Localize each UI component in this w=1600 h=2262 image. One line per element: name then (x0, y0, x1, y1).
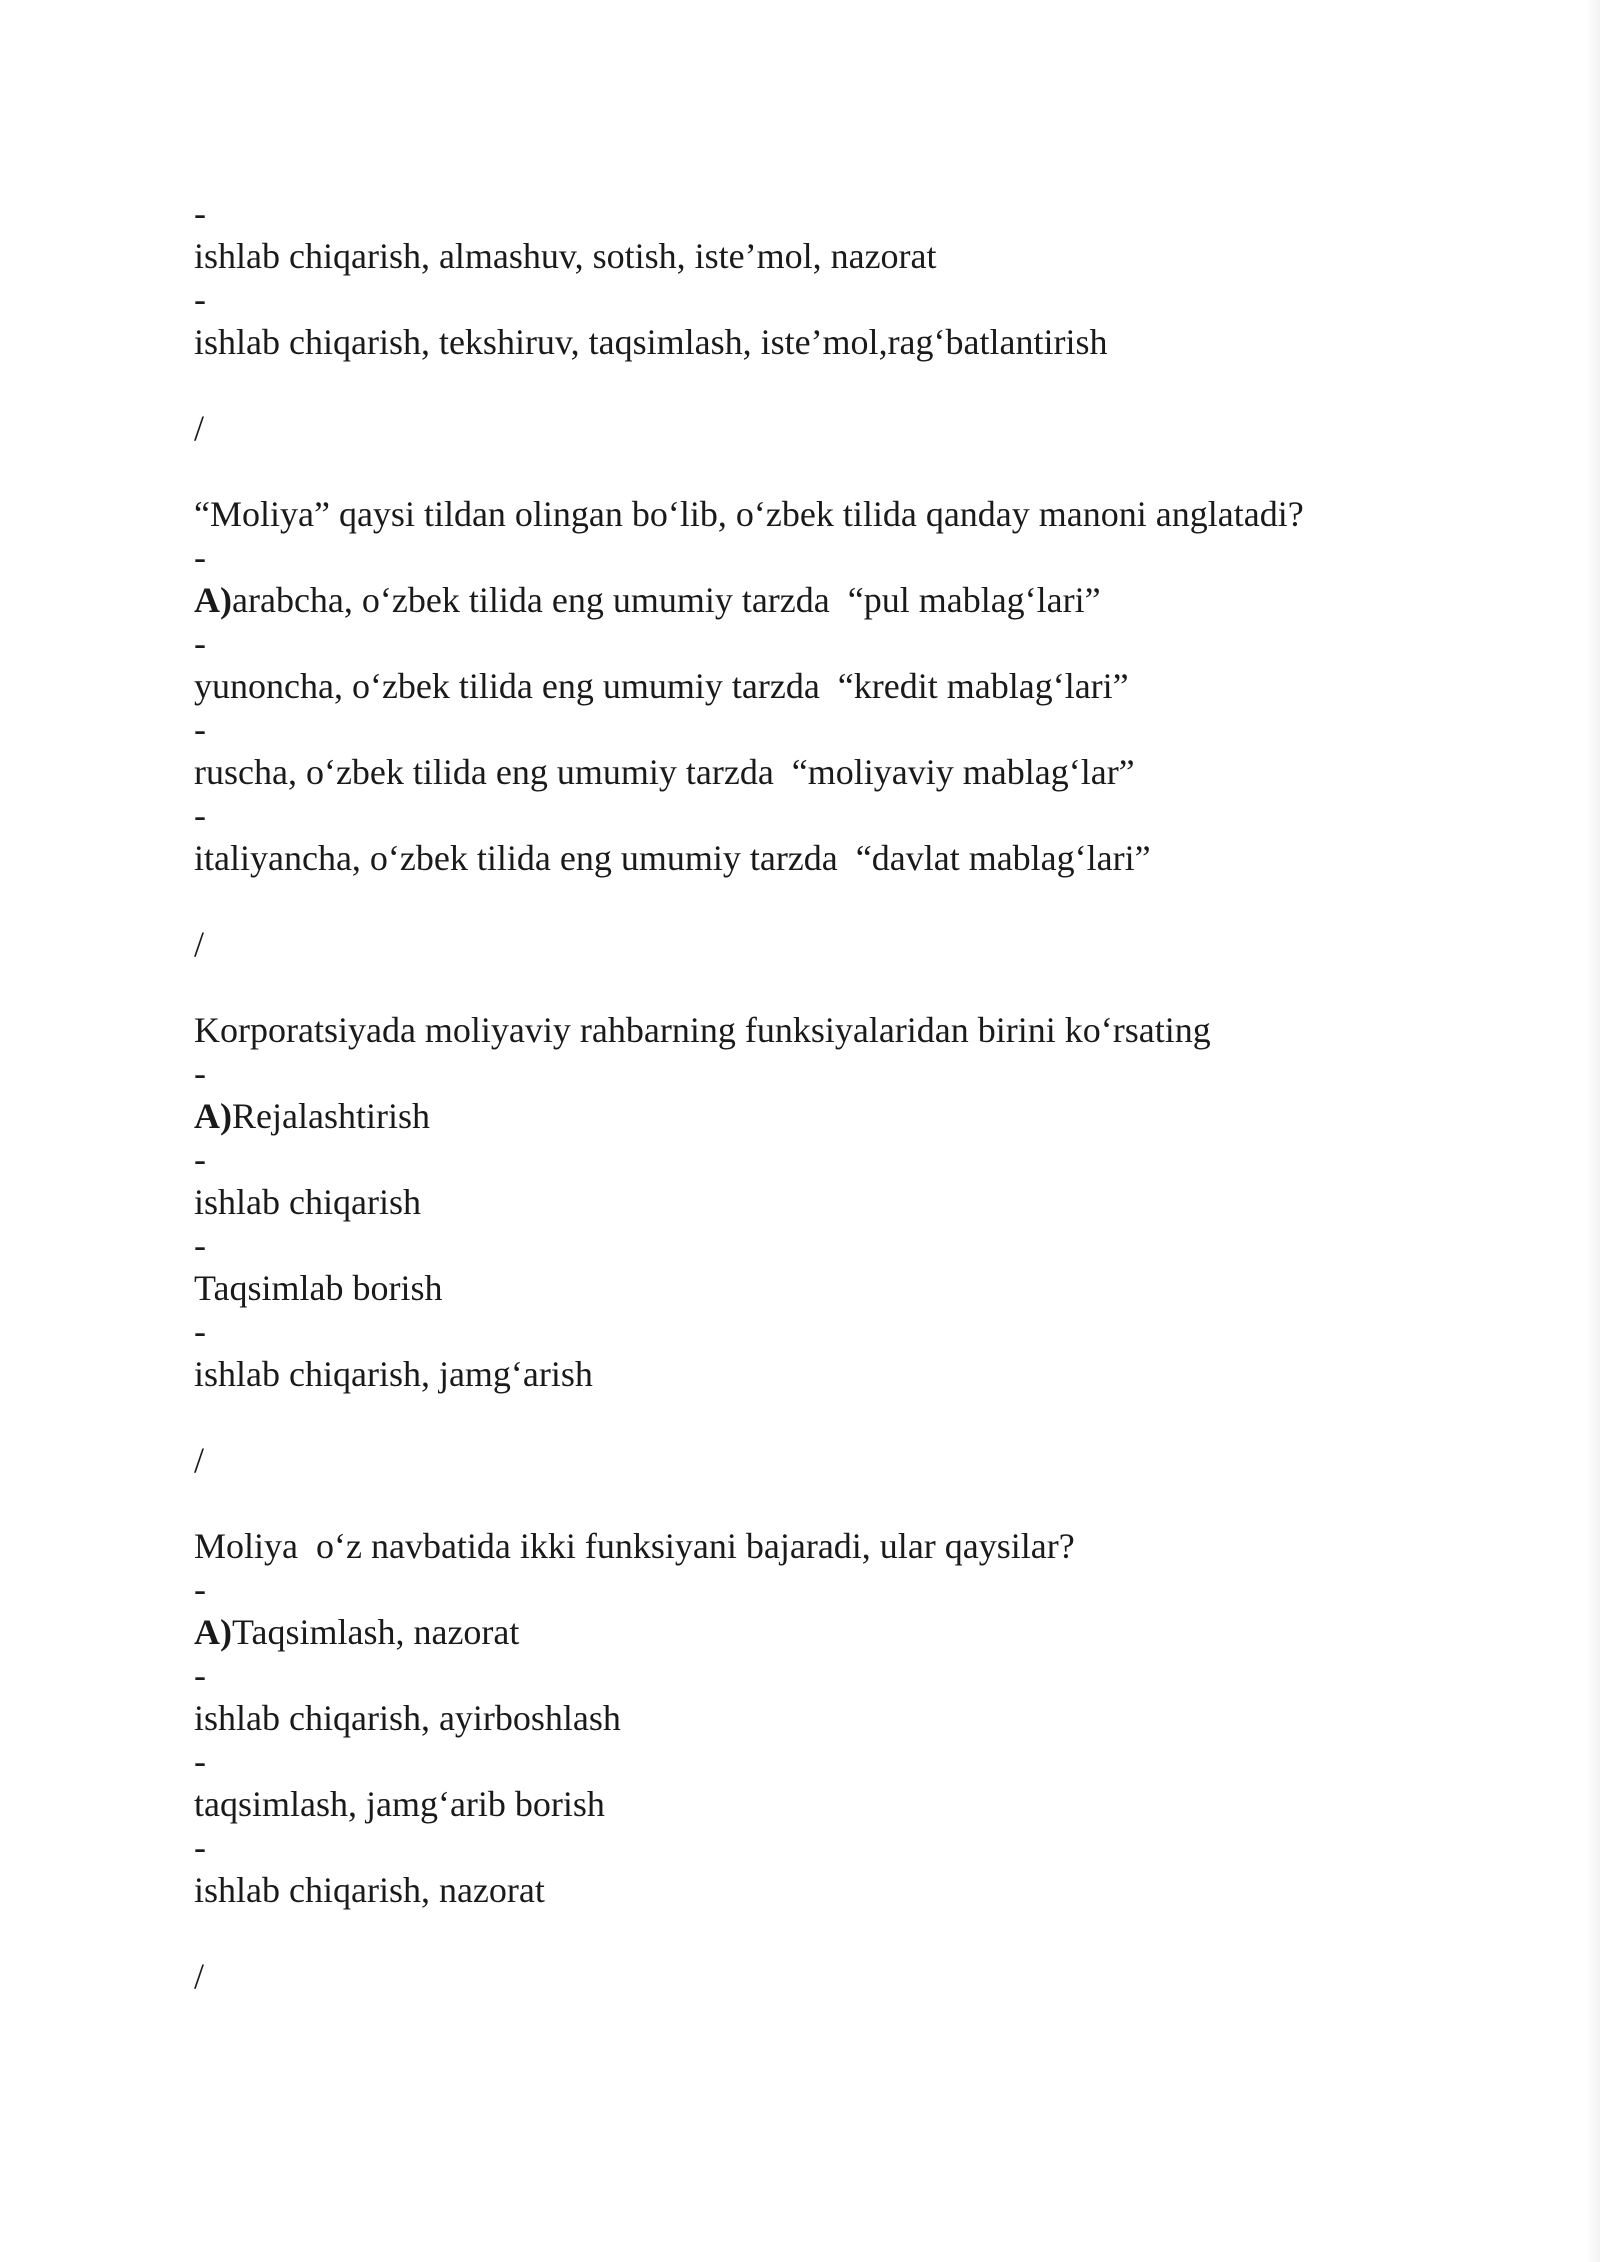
option-text (194, 321, 1474, 364)
page-edge-shadow (1586, 0, 1600, 2262)
answer-label: A) (194, 580, 232, 620)
option-marker: - (194, 1741, 206, 1781)
question-block (194, 1525, 1474, 1912)
option-marker: - (194, 795, 206, 835)
option-marker: - (194, 623, 206, 663)
question-text: “Moliya” qaysi tildan olingan bo‘lib, o‘zbek tilida qanday manoni anglatadi? (194, 494, 1304, 534)
spacer (194, 966, 1474, 1009)
option-marker: - (194, 1225, 206, 1265)
option-body: ruscha, o‘zbek tilida eng umumiy tarzda “moliyaviy mablag‘lar” (194, 752, 1135, 792)
option-body: ishlab chiqarish, jamg‘arish (194, 1354, 593, 1394)
question-block (194, 493, 1474, 880)
option-text (194, 1267, 1474, 1310)
option-text (194, 1353, 1474, 1396)
option-text (194, 1095, 1474, 1138)
question-block (194, 1009, 1474, 1396)
option-body: arabcha, o‘zbek tilida eng umumiy tarzda “pul mablag‘lari” (232, 580, 1101, 620)
option-text (194, 665, 1474, 708)
option-body: Taqsimlash, nazorat (232, 1612, 520, 1652)
option-text (194, 1611, 1474, 1654)
spacer (194, 450, 1474, 493)
option-body: ishlab chiqarish, tekshiruv, taqsimlash, iste’mol,rag‘batlantirish (194, 322, 1108, 362)
option-marker: - (194, 279, 206, 319)
option-body: taqsimlash, jamg‘arib borish (194, 1784, 605, 1824)
separator-slash: / (194, 1440, 205, 1480)
spacer (194, 1482, 1474, 1525)
option-body: ishlab chiqarish, ayirboshlash (194, 1698, 621, 1738)
option-marker: - (194, 1053, 206, 1093)
answer-label: A) (194, 1096, 232, 1136)
option-body: ishlab chiqarish, almashuv, sotish, iste’mol, nazorat (194, 236, 937, 276)
option-text (194, 579, 1474, 622)
test-content (194, 192, 1474, 1998)
option-marker: - (194, 709, 206, 749)
spacer (194, 1396, 1474, 1439)
question-block (194, 192, 1474, 364)
spacer (194, 880, 1474, 923)
separator-slash: / (194, 408, 205, 448)
answer-label: A) (194, 1612, 232, 1652)
question-text: Moliya o‘z navbatida ikki funksiyani bajaradi, ular qaysilar? (194, 1526, 1075, 1566)
option-marker: - (194, 1827, 206, 1867)
option-text (194, 1181, 1474, 1224)
option-text (194, 1783, 1474, 1826)
separator-slash: / (194, 1956, 205, 1996)
option-marker: - (194, 1569, 206, 1609)
option-body: Taqsimlab borish (194, 1268, 443, 1308)
option-text (194, 837, 1474, 880)
option-body: Rejalashtirish (232, 1096, 430, 1136)
option-text (194, 235, 1474, 278)
option-text (194, 1869, 1474, 1912)
option-body: italiyancha, o‘zbek tilida eng umumiy tarzda “davlat mablag‘lari” (194, 838, 1151, 878)
option-marker: - (194, 1655, 206, 1695)
option-marker: - (194, 1311, 206, 1351)
separator-slash: / (194, 924, 205, 964)
option-marker: - (194, 193, 206, 233)
option-text (194, 1697, 1474, 1740)
option-marker: - (194, 1139, 206, 1179)
option-marker: - (194, 537, 206, 577)
spacer (194, 1912, 1474, 1955)
question-text: Korporatsiyada moliyaviy rahbarning funksiyalaridan birini ko‘rsating (194, 1010, 1211, 1050)
option-body: ishlab chiqarish, nazorat (194, 1870, 545, 1910)
option-body: yunoncha, o‘zbek tilida eng umumiy tarzda “kredit mablag‘lari” (194, 666, 1129, 706)
spacer (194, 364, 1474, 407)
option-body: ishlab chiqarish (194, 1182, 421, 1222)
option-text (194, 751, 1474, 794)
